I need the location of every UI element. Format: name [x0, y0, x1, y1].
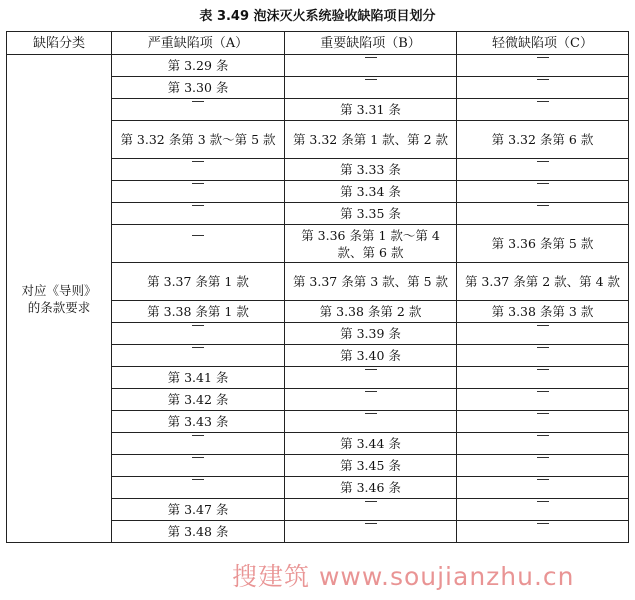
minor-cell	[457, 499, 629, 521]
important-cell	[285, 77, 457, 99]
dash-mark	[192, 205, 204, 223]
dash-mark	[537, 413, 549, 431]
severe-cell: 第 3.41 条	[112, 367, 285, 389]
dash-mark	[365, 79, 377, 97]
severe-cell: 第 3.30 条	[112, 77, 285, 99]
header-important: 重要缺陷项（B）	[285, 32, 457, 55]
minor-cell: 第 3.38 条第 3 款	[457, 301, 629, 323]
minor-cell	[457, 367, 629, 389]
minor-cell	[457, 99, 629, 121]
dash-mark	[192, 457, 204, 475]
important-cell	[285, 367, 457, 389]
important-cell: 第 3.45 条	[285, 455, 457, 477]
dash-mark	[365, 501, 377, 519]
severe-cell: 第 3.29 条	[112, 55, 285, 77]
dash-mark	[192, 479, 204, 497]
severe-cell	[112, 99, 285, 121]
minor-cell	[457, 77, 629, 99]
watermark: 搜建筑 www.soujianzhu.cn	[232, 562, 575, 591]
severe-cell	[112, 181, 285, 203]
important-cell: 第 3.37 条第 3 款、第 5 款	[285, 263, 457, 301]
dash-mark	[537, 369, 549, 387]
minor-cell	[457, 411, 629, 433]
defect-table	[6, 31, 629, 543]
minor-cell	[457, 323, 629, 345]
dash-mark	[192, 235, 204, 253]
minor-cell: 第 3.37 条第 2 款、第 4 款	[457, 263, 629, 301]
minor-cell	[457, 433, 629, 455]
dash-mark	[365, 57, 377, 75]
severe-cell	[112, 433, 285, 455]
table-title: 表 3.49 泡沫灭火系统验收缺陷项目划分	[199, 9, 436, 24]
dash-mark	[537, 161, 549, 179]
dash-mark	[537, 101, 549, 119]
important-cell: 第 3.39 条	[285, 323, 457, 345]
header-minor: 轻微缺陷项（C）	[457, 32, 629, 55]
dash-mark	[365, 523, 377, 541]
important-cell: 第 3.34 条	[285, 181, 457, 203]
dash-mark	[537, 79, 549, 97]
dash-mark	[537, 435, 549, 453]
minor-cell: 第 3.36 条第 5 款	[457, 225, 629, 263]
dash-mark	[537, 479, 549, 497]
minor-cell	[457, 521, 629, 543]
severe-cell: 第 3.47 条	[112, 499, 285, 521]
minor-cell	[457, 55, 629, 77]
severe-cell	[112, 323, 285, 345]
dash-mark	[537, 325, 549, 343]
dash-mark	[537, 501, 549, 519]
severe-cell	[112, 203, 285, 225]
dash-mark	[192, 183, 204, 201]
severe-cell	[112, 159, 285, 181]
dash-mark	[537, 347, 549, 365]
dash-mark	[192, 435, 204, 453]
severe-cell: 第 3.42 条	[112, 389, 285, 411]
dash-mark	[365, 413, 377, 431]
important-cell: 第 3.46 条	[285, 477, 457, 499]
important-cell: 第 3.33 条	[285, 159, 457, 181]
header-category: 缺陷分类	[7, 32, 112, 55]
dash-mark	[537, 523, 549, 541]
header-severe: 严重缺陷项（A）	[112, 32, 285, 55]
minor-cell	[457, 203, 629, 225]
dash-mark	[537, 391, 549, 409]
severe-cell	[112, 477, 285, 499]
important-cell: 第 3.35 条	[285, 203, 457, 225]
important-cell: 第 3.38 条第 2 款	[285, 301, 457, 323]
severe-cell: 第 3.43 条	[112, 411, 285, 433]
minor-cell	[457, 181, 629, 203]
dash-mark	[537, 183, 549, 201]
important-cell	[285, 55, 457, 77]
important-cell: 第 3.36 条第 1 款～第 4 款、第 6 款	[285, 225, 457, 263]
header-row	[7, 32, 629, 55]
dash-mark	[537, 205, 549, 223]
severe-cell: 第 3.32 条第 3 款～第 5 款	[112, 121, 285, 159]
severe-cell	[112, 225, 285, 263]
dash-mark	[192, 325, 204, 343]
minor-cell	[457, 455, 629, 477]
severe-cell: 第 3.38 条第 1 款	[112, 301, 285, 323]
important-cell: 第 3.31 条	[285, 99, 457, 121]
severe-cell	[112, 455, 285, 477]
category-cell: 对应《导则》的条款要求	[7, 55, 112, 543]
important-cell: 第 3.40 条	[285, 345, 457, 367]
dash-mark	[192, 101, 204, 119]
important-cell: 第 3.44 条	[285, 433, 457, 455]
table-row	[7, 55, 629, 77]
minor-cell	[457, 159, 629, 181]
dash-mark	[192, 347, 204, 365]
minor-cell: 第 3.32 条第 6 款	[457, 121, 629, 159]
important-cell	[285, 389, 457, 411]
minor-cell	[457, 345, 629, 367]
dash-mark	[365, 391, 377, 409]
important-cell	[285, 499, 457, 521]
important-cell	[285, 411, 457, 433]
important-cell	[285, 521, 457, 543]
important-cell: 第 3.32 条第 1 款、第 2 款	[285, 121, 457, 159]
dash-mark	[365, 369, 377, 387]
dash-mark	[537, 57, 549, 75]
dash-mark	[537, 457, 549, 475]
severe-cell	[112, 345, 285, 367]
dash-mark	[192, 161, 204, 179]
severe-cell: 第 3.37 条第 1 款	[112, 263, 285, 301]
minor-cell	[457, 477, 629, 499]
minor-cell	[457, 389, 629, 411]
severe-cell: 第 3.48 条	[112, 521, 285, 543]
